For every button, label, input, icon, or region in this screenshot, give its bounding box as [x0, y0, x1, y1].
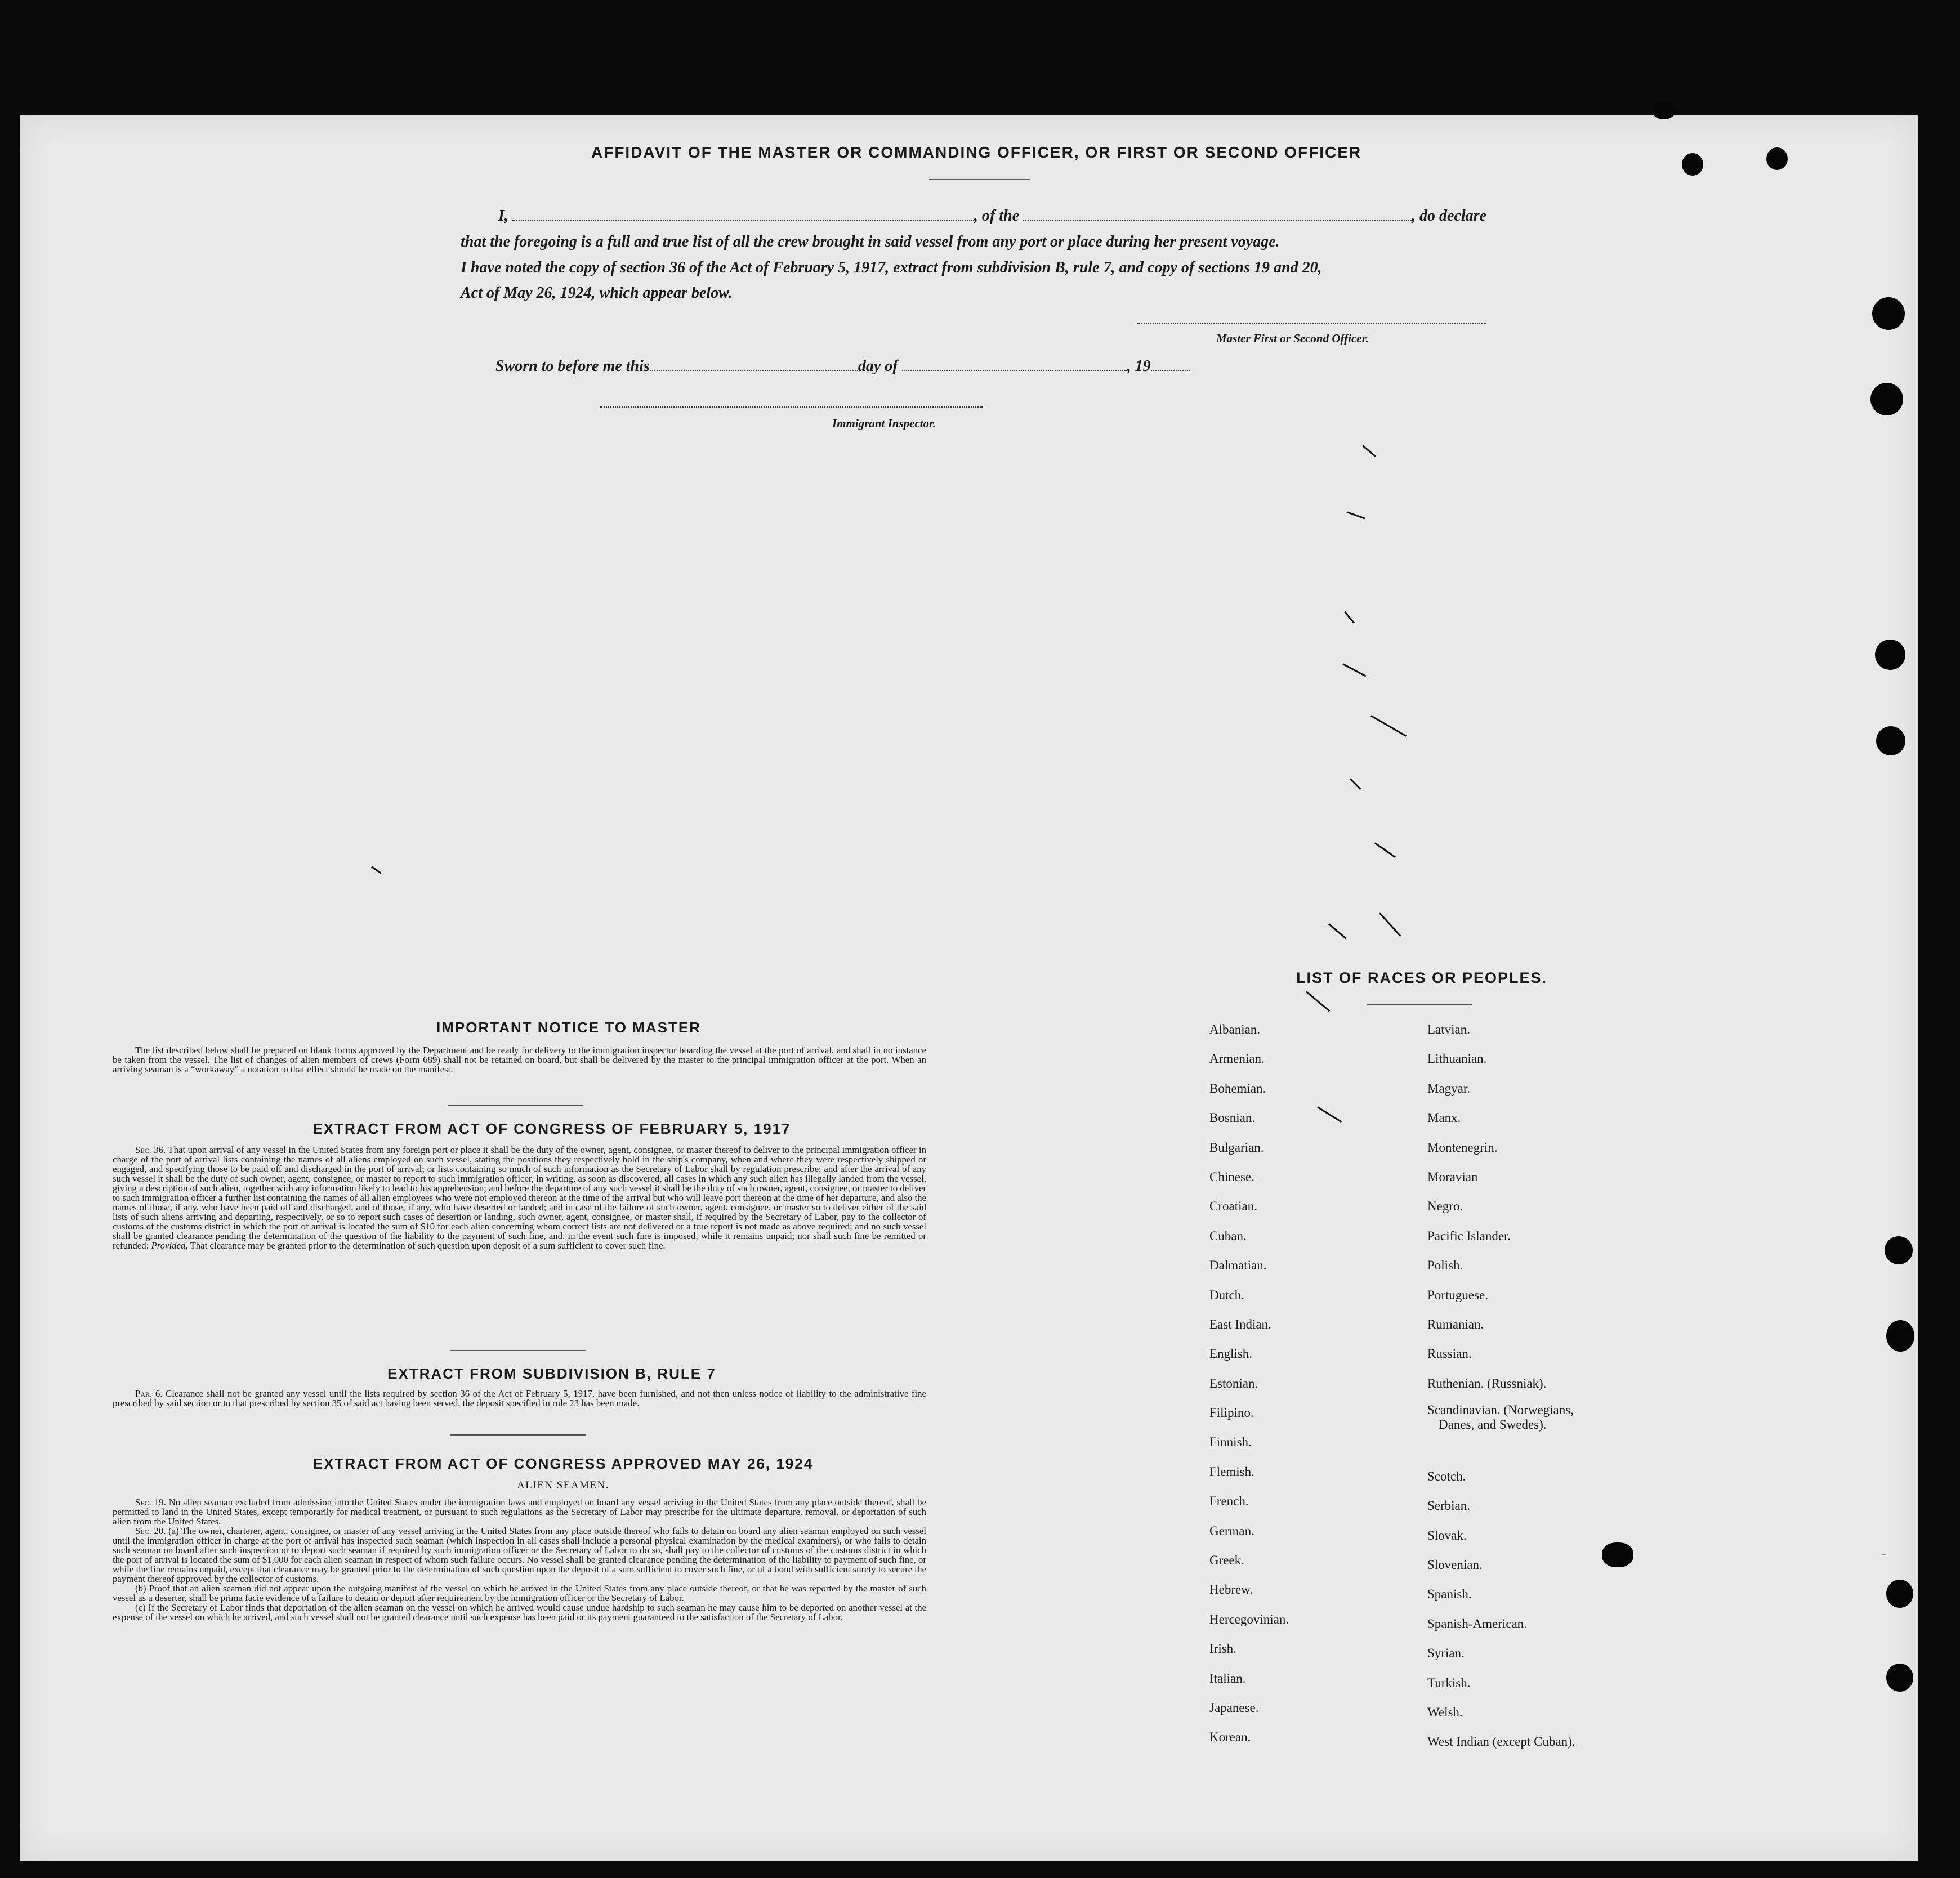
punch-hole [1652, 102, 1676, 119]
race-item: Serbian. [1427, 1499, 1471, 1513]
race-item: Bosnian. [1209, 1111, 1256, 1125]
section-rule [450, 1350, 586, 1351]
races-left-column [1209, 1015, 1289, 1752]
race-item: Estonian. [1209, 1376, 1258, 1390]
race-item: Dutch. [1209, 1287, 1244, 1302]
race-item: Slovak. [1427, 1528, 1467, 1542]
notice-heading: IMPORTANT NOTICE TO MASTER [436, 1019, 701, 1036]
sec-36-text: That upon arrival of any vessel in the United States from any foreign port or place it shall be the duty of the owner, agent, consignee, or master thereof to deliver to the principal immigration officer in charge of the port of arrival lists containing the names of all aliens employed on such vessel, stating the positions they respectively hold in the ship's company, when and where they were respectively shipped or engaged, and specifying those to be paid off and discharged in the port of arrival; or lists containing so much of such information as the Secretary of Labor shall by regulation prescribe; and after the arrival of any such vessel it shall be the duty of such owner, agent, consignee, or master to report to such immigration officer, in writing, as soon as discovered, all cases in which any such alien has illegally landed from the vessel, giving a description of such alien, together with any information likely to lead to his apprehension; and before the departure of any such vessel it shall be the duty of such owner, agent, consignee, or master to deliver to such immigration officer a further list containing the names of all alien employees who were not employed thereon at the time of the arrival but who will leave port thereon at the time of her departure, and also the names of those, if any, who have been paid off and discharged, and of those, if any, who have deserted or landed; and in case of the failure of such owner, agent, consignee, or master so to deliver either of the said lists of such aliens arriving and departing, respectively, or so to report such cases of desertion or landing, such owner, agent, consignee, or master shall, if required by the Secretary of Labor, pay to the collector of customs of the customs district in which the port of arrival is located the sum of $10 for each alien concerning whom correct lists are not delivered or a true report is not made as above required; and no such vessel shall be granted clearance pending the determination of the question of the liability to the payment of such fine, and, in the event such fine is imposed, while it remains unpaid; nor shall such fine be remitted or refunded: [113, 1144, 926, 1251]
section-rule [450, 1434, 586, 1436]
extract-1924-heading: EXTRACT FROM ACT OF CONGRESS APPROVED MAY 26, 1924 [312, 1455, 814, 1472]
race-item: Italian. [1209, 1671, 1246, 1685]
race-item: Irish. [1209, 1642, 1236, 1656]
race-item: Flemish. [1209, 1464, 1254, 1479]
sec-20c-text: (c) If the Secretary of Labor finds that deportation of the alien seaman on the vessel on which he arrived would cause undue hardship to such seaman he may cause him to be deported on another vessel at the expense of the vessel on which he arrived, and such vessel shall not be granted clearance until such expense has been paid or its payment guaranteed to the satisfaction of the Secretary of Labor. [113, 1602, 926, 1622]
race-item: Moravian [1427, 1169, 1478, 1184]
race-item: Bohemian. [1209, 1081, 1266, 1096]
master-signature-field[interactable] [1137, 323, 1486, 324]
notice-text: The list described below shall be prepared on blank forms approved by the Department and be ready for delivery to the immigration inspector boarding the vessel at the port of arrival, and shall in no instance be taken from the vessel. The list of changes of alien members of crews (Form 689) shall not be retained on board, but shall be delivered by the master to the principal immigration officer at the port. When an arriving seaman is a “workaway” a notation to that effect should be made on the manifest. [113, 1045, 926, 1075]
race-item: Dalmatian. [1209, 1258, 1267, 1273]
race-item: Chinese. [1209, 1169, 1254, 1184]
race-item: French. [1209, 1494, 1249, 1509]
punch-hole [1875, 640, 1905, 670]
race-item: Scotch. [1427, 1469, 1466, 1483]
races-title: LIST OF RACES OR PEOPLES. [1296, 969, 1548, 986]
affidavit-line-3: I have noted the copy of section 36 of the Act of February 5, 1917, extract from subdivision B, rule 7, and copy of sections 19 and 20, [461, 259, 1322, 276]
affidavit-line-4: Act of May 26, 1924, which appear below. [461, 284, 733, 302]
race-item: Greek. [1209, 1553, 1244, 1568]
race-item: Turkish. [1427, 1675, 1471, 1690]
extract-rule7-heading: EXTRACT FROM SUBDIVISION B, RULE 7 [387, 1365, 716, 1382]
sec-20b-text: (b) Proof that an alien seaman did not appear upon the outgoing manifest of the vessel on which he arrived in the United States from any place outside thereof, or that he was reported by the master of such vessel as a deserter, shall be prima facie evidence of a failure to detain or deport after requirement by the immigration officer or the Secretary of Labor. [113, 1583, 926, 1603]
sworn-month-field[interactable] [902, 370, 1127, 371]
race-item: West Indian (except Cuban). [1427, 1734, 1575, 1749]
punch-hole [1872, 297, 1905, 330]
vessel-name-field[interactable] [1023, 220, 1412, 221]
race-item: Hercegovinian. [1209, 1612, 1289, 1626]
race-item: Korean. [1209, 1730, 1251, 1745]
race-item: Syrian. [1427, 1646, 1465, 1661]
alien-seamen-subheading: ALIEN SEAMEN. [516, 1479, 610, 1491]
sec-19-label: Sec. 19. [135, 1497, 166, 1508]
affidavit-title: AFFIDAVIT OF THE MASTER OR COMMANDING OFFICER, OR FIRST OR SECOND OFFICER [591, 144, 1362, 161]
punch-hole [1870, 383, 1903, 415]
race-item: Albanian. [1209, 1022, 1261, 1036]
race-item: Croatian. [1209, 1199, 1257, 1214]
race-item: Spanish-American. [1427, 1616, 1527, 1631]
race-item: Lithuanian. [1427, 1052, 1487, 1066]
race-item: Armenian. [1209, 1052, 1265, 1066]
race-item: German. [1209, 1523, 1254, 1538]
race-item: Slovenian. [1427, 1558, 1483, 1572]
race-item: Bulgarian. [1209, 1140, 1264, 1155]
sworn-prefix: Sworn to before me this [495, 357, 650, 375]
proviso-label: Provided, [151, 1240, 188, 1251]
sworn-year-label: , 19 [1127, 357, 1151, 375]
race-item: Welsh. [1427, 1705, 1463, 1719]
affidavit-i-label: I, [498, 207, 508, 225]
race-item: Japanese. [1209, 1700, 1259, 1715]
race-item: Pacific Islander. [1427, 1228, 1511, 1243]
officer-name-field[interactable] [512, 220, 974, 221]
master-signature-label: Master First or Second Officer. [1216, 332, 1369, 345]
affidavit-line-2: that the foregoing is a full and true list of all the crew brought in said vessel from any port or place during her present voyage. [461, 233, 1280, 251]
race-item: Cuban. [1209, 1228, 1247, 1243]
punch-hole [1766, 147, 1788, 170]
punch-hole [1886, 1664, 1913, 1692]
ink-blot [1602, 1542, 1633, 1567]
sec-36-label: Sec. 36. [135, 1144, 166, 1155]
punch-hole [1682, 153, 1703, 176]
race-item: Montenegrin. [1427, 1140, 1498, 1155]
race-item: Manx. [1427, 1111, 1461, 1125]
race-item: Spanish. [1427, 1587, 1472, 1602]
extract-1917-heading: EXTRACT FROM ACT OF CONGRESS OF FEBRUARY 5, 1917 [312, 1120, 791, 1137]
affidavit-line-1 [498, 207, 1486, 225]
punch-hole [1886, 1580, 1913, 1608]
race-item: Magyar. [1427, 1081, 1471, 1096]
race-item: English. [1209, 1347, 1253, 1361]
race-item: Portuguese. [1427, 1287, 1488, 1302]
race-item: Finnish. [1209, 1435, 1252, 1450]
race-item: Scandinavian. (Norwegians, [1427, 1403, 1574, 1418]
sec-20a-text: (a) The owner, charterer, agent, consignee, or master of any vessel arriving in the United States from any place outside thereof who fails to detain on board any alien seaman employed on such vessel until the immigration officer in charge at the port of arrival has inspected such seaman (which inspection in all cases shall include a personal physical examination by the medical examiners), or who fails to detain such seaman on board after such inspection or to deport such seaman if required by such immigration officer or the Secretary of Labor to do so, shall pay to the collector of customs of the customs district in which the port of arrival is located the sum of $1,000 for each alien seaman in respect of whom such failure occurs. No vessel shall be granted clearance pending the determination of the liability to payment of such fine, or while the fine remains unpaid, except that clearance may be granted prior to the determination of such question upon the deposit of a sum sufficient to cover such fine, or of a bond with sufficient surety to secure the payment thereof approved by the collector of customs. [113, 1526, 926, 1584]
title-rule [929, 179, 1030, 180]
extract-rule7-text [113, 1389, 926, 1408]
races-title-rule [1367, 1004, 1472, 1005]
inspector-signature-field[interactable] [600, 406, 983, 408]
punch-hole [1885, 1236, 1913, 1264]
race-item: East Indian. [1209, 1317, 1271, 1331]
sec-20-label: Sec. 20. [135, 1526, 166, 1536]
par-6-text: Clearance shall not be granted any vessel until the lists required by section 36 of the Act of February 5, 1917, have been furnished, and not then unless notice of liability to the administrative fine prescribed by said section or to that prescribed by section 35 of said act having been served, the deposit specified in rule 23 has been made. [113, 1388, 926, 1409]
extract-1917-text [113, 1145, 926, 1250]
sec-19-text: No alien seaman excluded from admission into the United States under the immigration laws and employed on board any vessel arriving in the United States from any place outside thereof, shall be permitted to land in the United States, except temporarily for medical treatment, or pursuant to such regulations as the Secretary of Labor may prescribe for the ultimate departure, removal, or deportation of such alien from the United States. [113, 1497, 926, 1527]
race-item: Danes, and Swedes). [1439, 1418, 1547, 1432]
race-item: Negro. [1427, 1199, 1463, 1214]
affidavit-of-the-label: , of the [974, 207, 1020, 225]
punch-hole [1876, 726, 1905, 755]
race-item: Rumanian. [1427, 1317, 1484, 1331]
section-rule [448, 1105, 583, 1106]
sworn-day-field[interactable] [650, 370, 858, 371]
races-right-column [1427, 1015, 1575, 1757]
race-item: Filipino. [1209, 1406, 1254, 1420]
race-item: Polish. [1427, 1258, 1463, 1273]
sworn-year-field[interactable] [1151, 370, 1190, 371]
stray-mark [1881, 1554, 1886, 1555]
proviso-text: That clearance may be granted prior to the determination of such question upon deposit of a sum sufficient to cover such fine. [190, 1240, 666, 1251]
par-6-label: Par. 6. [135, 1388, 163, 1399]
race-item: Russian. [1427, 1347, 1472, 1361]
affidavit-declare-label: , do declare [1412, 207, 1486, 225]
extract-1924-text [113, 1497, 926, 1622]
inspector-signature-label: Immigrant Inspector. [832, 417, 936, 430]
sworn-day-of-label: day of [858, 357, 898, 375]
race-item: Ruthenian. (Russniak). [1427, 1376, 1547, 1390]
race-item-scandinavian [1427, 1398, 1575, 1462]
race-item: Hebrew. [1209, 1582, 1253, 1597]
sworn-line [495, 357, 1190, 375]
punch-hole [1886, 1320, 1914, 1352]
race-item: Latvian. [1427, 1022, 1470, 1036]
